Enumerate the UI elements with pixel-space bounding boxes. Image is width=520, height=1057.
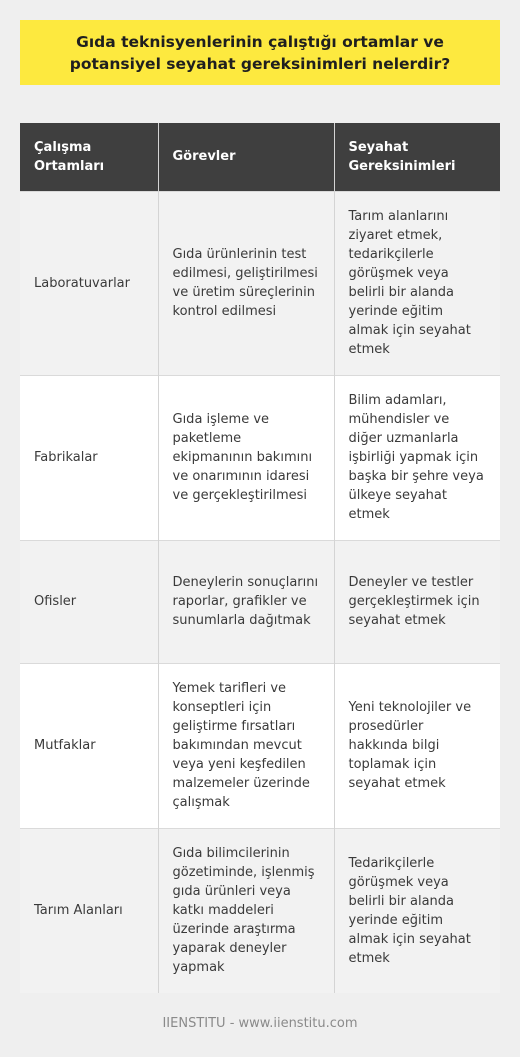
cell-task: Gıda ürünlerinin test edilmesi, geliştirilmesi ve üretim süreçlerinin kontrol edilmesi — [158, 191, 334, 375]
table-row — [20, 828, 500, 993]
table-row — [20, 375, 500, 540]
cell-environment: Fabrikalar — [20, 375, 158, 540]
table-header-row — [20, 123, 500, 191]
table-row — [20, 191, 500, 375]
cell-task: Yemek tarifleri ve konseptleri için geliştirme fırsatları bakımından mevcut veya yeni keşfedilen malzemeler üzerinde çalışmak — [158, 663, 334, 828]
cell-task: Gıda bilimcilerinin gözetiminde, işlenmiş gıda ürünleri veya katkı maddeleri üzerinde araştırma yaparak deneyler yapmak — [158, 828, 334, 993]
info-table — [20, 123, 500, 993]
cell-travel: Yeni teknolojiler ve prosedürler hakkında bilgi toplamak için seyahat etmek — [334, 663, 500, 828]
title-banner — [20, 20, 500, 85]
cell-travel: Deneyler ve testler gerçekleştirmek için seyahat etmek — [334, 540, 500, 663]
cell-task: Deneylerin sonuçlarını raporlar, grafikler ve sunumlarla dağıtmak — [158, 540, 334, 663]
cell-environment: Tarım Alanları — [20, 828, 158, 993]
cell-travel: Tedarikçilerle görüşmek veya belirli bir alanda yerinde eğitim almak için seyahat etmek — [334, 828, 500, 993]
header-travel-requirements: Seyahat Gereksinimleri — [334, 123, 500, 191]
header-work-environments: Çalışma Ortamları — [20, 123, 158, 191]
cell-environment: Laboratuvarlar — [20, 191, 158, 375]
cell-travel: Tarım alanlarını ziyaret etmek, tedarikçilerle görüşmek veya belirli bir alanda yerinde eğitim almak için seyahat etmek — [334, 191, 500, 375]
table-row — [20, 540, 500, 663]
cell-environment: Ofisler — [20, 540, 158, 663]
cell-task: Gıda işleme ve paketleme ekipmanının bakımını ve onarımının idaresi ve gerçekleştirilmesi — [158, 375, 334, 540]
footer-credit: IIENSTITU - www.iienstitu.com — [162, 1016, 358, 1031]
page-title: Gıda teknisyenlerinin çalıştığı ortamlar ve potansiyel seyahat gereksinimleri nelerdir? — [69, 32, 451, 73]
table-row — [20, 663, 500, 828]
header-tasks: Görevler — [158, 123, 334, 191]
cell-environment: Mutfaklar — [20, 663, 158, 828]
cell-travel: Bilim adamları, mühendisler ve diğer uzmanlarla işbirliği yapmak için başka bir şehre veya ülkeye seyahat etmek — [334, 375, 500, 540]
